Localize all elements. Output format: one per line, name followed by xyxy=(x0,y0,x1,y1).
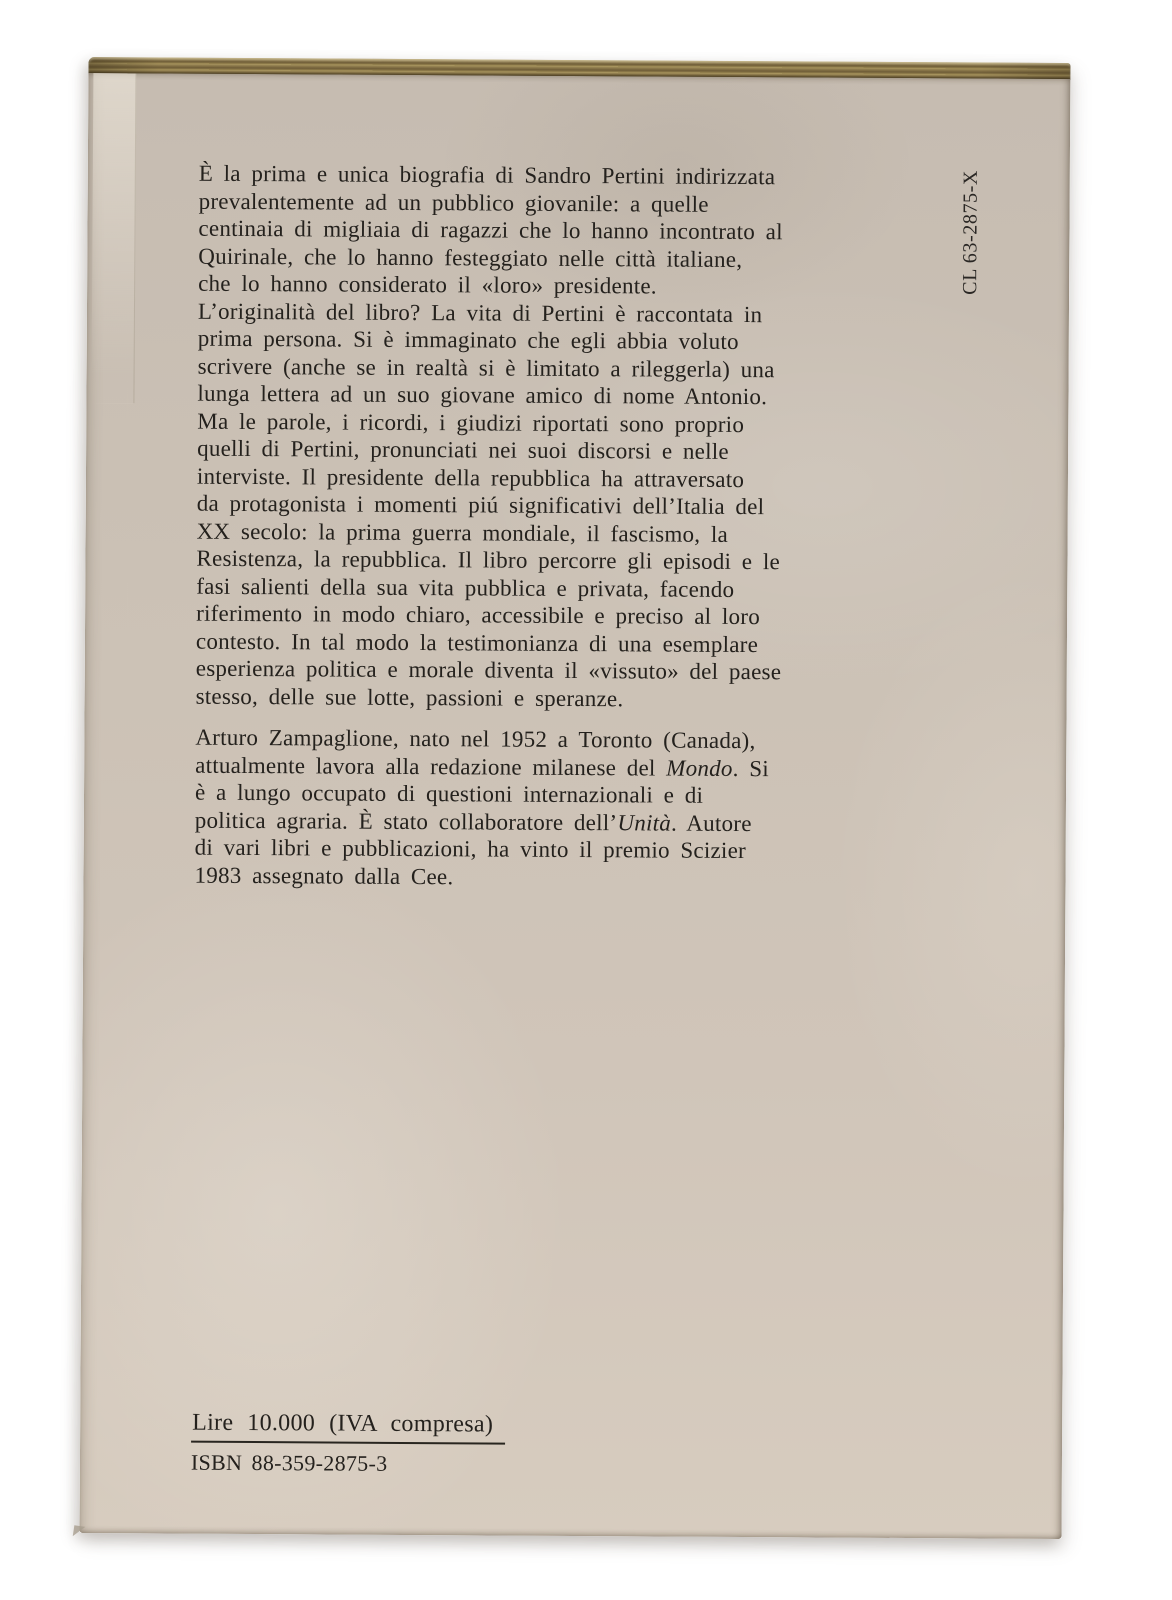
text-line: politica agraria. È stato collaboratore dell’Unità. Autore xyxy=(194,807,752,836)
text-line: scrivere (anche se in realtà si è limitato a rileggerla) una xyxy=(197,353,775,382)
text-line: centinaia di migliaia di ragazzi che lo hanno incontrato al xyxy=(198,215,783,245)
pricing-block xyxy=(191,1410,505,1478)
text-line: fasi salienti della sua vita pubblica e privata, facendo xyxy=(196,573,735,602)
text-line: contesto. In tal modo la testimonianza di una esemplare xyxy=(195,628,759,657)
text-line: esperienza politica e morale diventa il «vissuto» del paese xyxy=(195,655,782,685)
price-label: Lire 10.000 (IVA compresa) xyxy=(191,1410,505,1445)
blurb-text xyxy=(196,160,785,714)
text-line: Resistenza, la repubblica. Il libro percorre gli episodi e le xyxy=(196,545,781,575)
text-line: prevalentemente ad un pubblico giovanile: a quelle xyxy=(198,188,709,217)
isbn-label: ISBN 88-359-2875-3 xyxy=(190,1449,388,1476)
text-line: È la prima e unica biografia di Sandro Pertini indirizzata xyxy=(198,160,776,190)
catalog-code-label: CL 63-2875-X xyxy=(959,169,982,295)
text-line: Arturo Zampaglione, nato nel 1952 a Toronto (Canada), xyxy=(195,724,756,754)
text-line: XX secolo: la prima guerra mondiale, il fascismo, la xyxy=(196,518,729,547)
book-back-cover xyxy=(80,57,1071,1539)
text-line: Ma le parole, i ricordi, i giudizi riportati sono proprio xyxy=(197,408,745,437)
text-line: L’originalità del libro? La vita di Pertini è raccontata in xyxy=(197,298,763,327)
text-line: attualmente lavora alla redazione milanese del Mondo. Si xyxy=(195,752,770,781)
worn-corner-chip xyxy=(73,1525,85,1537)
catalog-code xyxy=(959,162,982,302)
text-line: che lo hanno considerato il «loro» presidente. xyxy=(198,270,657,299)
text-line: stesso, delle sue lotte, passioni e speranze. xyxy=(195,683,624,711)
text-line: è a lungo occupato di questioni internazionali e di xyxy=(194,779,704,808)
text-line: prima persona. Si è immaginato che egli abbia voluto xyxy=(197,325,739,354)
text-line: quelli di Pertini, pronunciati nei suoi discorsi e nelle xyxy=(197,435,729,464)
text-line: interviste. Il presidente della repubblica ha attraversato xyxy=(196,463,745,492)
author-bio-text xyxy=(194,724,769,893)
text-line: di vari libri e pubblicazioni, ha vinto il premio Scizier xyxy=(194,834,747,864)
text-line: riferimento in modo chiaro, accessibile e preciso al loro xyxy=(196,600,761,630)
cover-surface xyxy=(80,73,1071,1539)
text-line: Quirinale, che lo hanno festeggiato nelle città italiane, xyxy=(198,243,743,272)
text-line: 1983 assegnato dalla Cee. xyxy=(194,862,454,889)
text-line: da protagonista i momenti piú significativi dell’Italia del xyxy=(196,490,765,520)
text-line: lunga lettera ad un suo giovane amico di nome Antonio. xyxy=(197,380,768,410)
